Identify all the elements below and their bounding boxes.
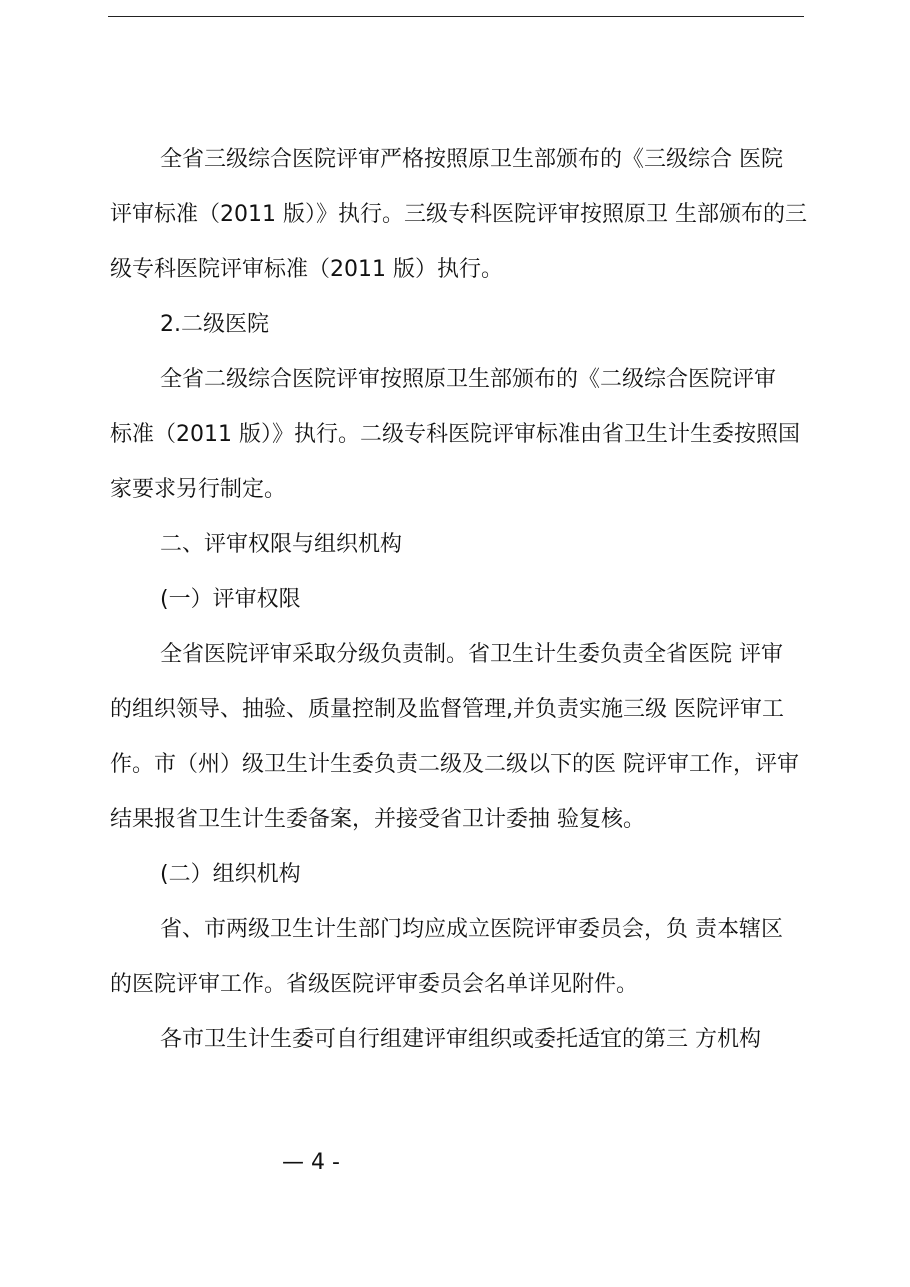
paragraph-line: 家要求另行制定。: [110, 477, 287, 502]
paragraph-line: 全省二级综合医院评审按照原卫生部颁布的《二级综合医院评审: [160, 367, 777, 392]
section-heading: 2.二级医院: [160, 312, 269, 337]
subsection-heading: (二）组织机构: [160, 862, 301, 887]
paragraph-line: 的组织领导、抽验、质量控制及监督管理,并负责实施三级 医院评审工: [110, 697, 784, 722]
paragraph-line: 全省医院评审采取分级负责制。省卫生计生委负责全省医院 评审: [160, 642, 783, 667]
paragraph-line: 作。市（州）级卫生计生委负责二级及二级以下的医 院评审工作，评审: [110, 752, 799, 777]
paragraph-line: 各市卫生计生委可自行组建评审组织或委托适宜的第三 方机构: [160, 1027, 761, 1052]
page-number: — 4 -: [282, 1150, 340, 1175]
paragraph-line: 评审标准（2011 版）》执行。三级专科医院评审按照原卫 生部颁布的三: [110, 202, 807, 227]
section-heading: 二、评审权限与组织机构: [160, 532, 403, 557]
paragraph-line: 全省三级综合医院评审严格按照原卫生部颁布的《三级综合 医院: [160, 147, 783, 172]
paragraph-line: 省、市两级卫生计生部门均应成立医院评审委员会，负 责本辖区: [160, 917, 783, 942]
paragraph-line: 结果报省卫生计生委备案，并接受省卫计委抽 验复核。: [110, 807, 645, 832]
header-rule: [108, 16, 804, 17]
subsection-heading: (一）评审权限: [160, 587, 301, 612]
paragraph-line: 标准（2011 版）》执行。二级专科医院评审标准由省卫生计生委按照国: [110, 422, 800, 447]
paragraph-line: 级专科医院评审标准（2011 版）执行。: [110, 257, 503, 282]
paragraph-line: 的医院评审工作。省级医院评审委员会名单详见附件。: [110, 972, 639, 997]
